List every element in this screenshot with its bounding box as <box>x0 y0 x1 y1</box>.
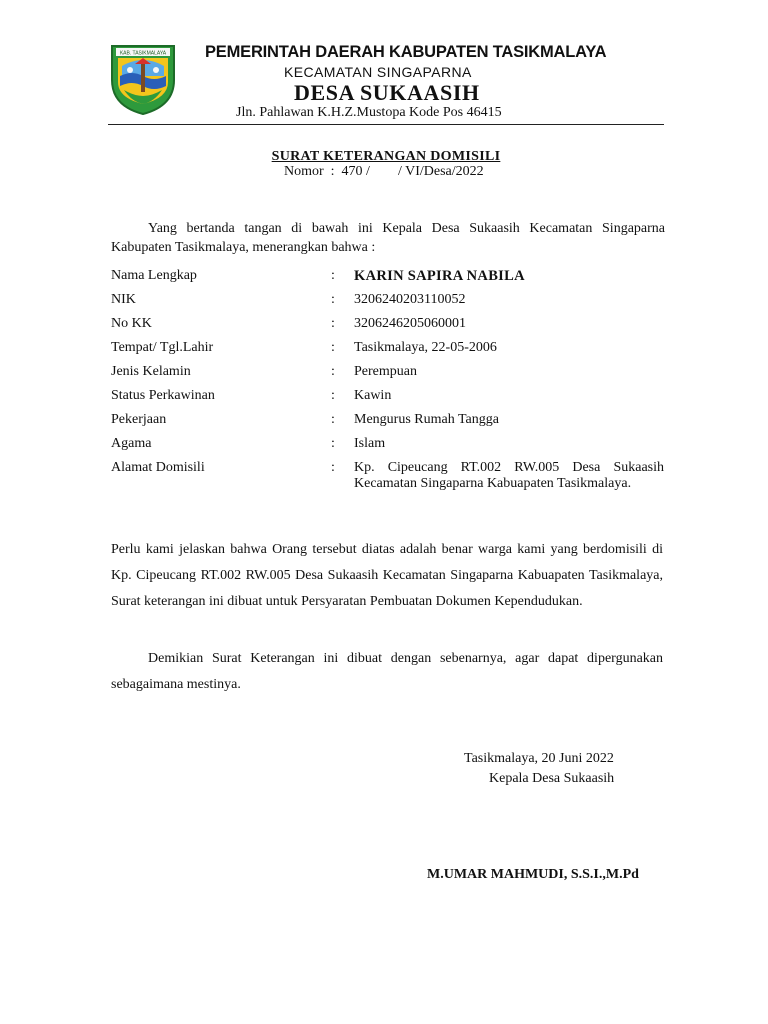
field-colon: : <box>331 436 335 451</box>
field-label: Agama <box>111 436 152 451</box>
field-colon: : <box>331 364 335 379</box>
letterhead-district-line: KECAMATAN SINGAPARNA <box>284 64 472 80</box>
field-label: Jenis Kelamin <box>111 364 191 379</box>
field-label: Status Perkawinan <box>111 388 215 403</box>
field-label: Alamat Domisili <box>111 460 205 475</box>
field-value-marital-status: Kawin <box>354 388 392 403</box>
field-value-birth: Tasikmalaya, 22-05-2006 <box>354 340 497 355</box>
letter-title: SURAT KETERANGAN DOMISILI <box>271 149 501 164</box>
intro-paragraph: Yang bertanda tangan di bawah ini Kepala Desa Sukaasih Kecamatan Singaparna Kabupaten Tasikmalaya, menerangkan bahwa : <box>111 221 665 255</box>
field-label: No KK <box>111 316 152 331</box>
emblem-label-text: KAB. TASIKMALAYA <box>119 50 167 57</box>
field-colon: : <box>331 388 335 403</box>
field-value-nik: 3206240203110052 <box>354 292 466 307</box>
field-label: NIK <box>111 292 136 307</box>
field-value-address: Kp. Cipeucang RT.002 RW.005 Desa Sukaasih Kecamatan Singaparna Kabuapaten Tasikmalaya. <box>354 460 664 491</box>
field-colon: : <box>331 268 335 283</box>
signature-role: Kepala Desa Sukaasih <box>489 771 615 786</box>
letterhead-address: Jln. Pahlawan K.H.Z.Mustopa Kode Pos 46415 <box>236 105 502 120</box>
field-value-occupation: Mengurus Rumah Tangga <box>354 412 499 427</box>
field-value-religion: Islam <box>354 436 386 451</box>
closing-paragraph: Demikian Surat Keterangan ini dibuat dengan sebenarnya, agar dapat dipergunakan sebagaimana mestinya. <box>111 651 663 692</box>
letter-number: Nomor : 470 / / VI/Desa/2022 <box>284 164 484 179</box>
field-value-full-name: KARIN SAPIRA NABILA <box>354 268 525 284</box>
letterhead-divider <box>108 124 664 125</box>
field-value-family-card: 3206246205060001 <box>354 316 466 331</box>
field-colon: : <box>331 340 335 355</box>
field-value-gender: Perempuan <box>354 364 417 379</box>
field-label: Tempat/ Tgl.Lahir <box>111 340 214 355</box>
signature-place-date: Tasikmalaya, 20 Juni 2022 <box>464 751 614 766</box>
field-colon: : <box>331 316 335 331</box>
signatory-name: M.UMAR MAHMUDI, S.S.I.,M.Pd <box>427 867 639 882</box>
field-colon: : <box>331 460 335 475</box>
field-colon: : <box>331 292 335 307</box>
regency-emblem-logo <box>108 40 178 116</box>
letterhead-village-name: DESA SUKAASIH <box>294 80 480 105</box>
field-label: Nama Lengkap <box>111 268 197 283</box>
letterhead-government-line: PEMERINTAH DAERAH KABUPATEN TASIKMALAYA <box>205 43 607 61</box>
statement-paragraph: Perlu kami jelaskan bahwa Orang tersebut diatas adalah benar warga kami yang berdomisili di Kp. Cipeucang RT.002 RW.005 Desa Sukaasih Kecamatan Singaparna Kabuapaten Tasikmalaya, Surat keterangan ini dibuat untuk Persyaratan Pembuatan Dokumen Kependudukan. <box>111 542 663 609</box>
field-label: Pekerjaan <box>111 412 167 427</box>
field-colon: : <box>331 412 335 427</box>
